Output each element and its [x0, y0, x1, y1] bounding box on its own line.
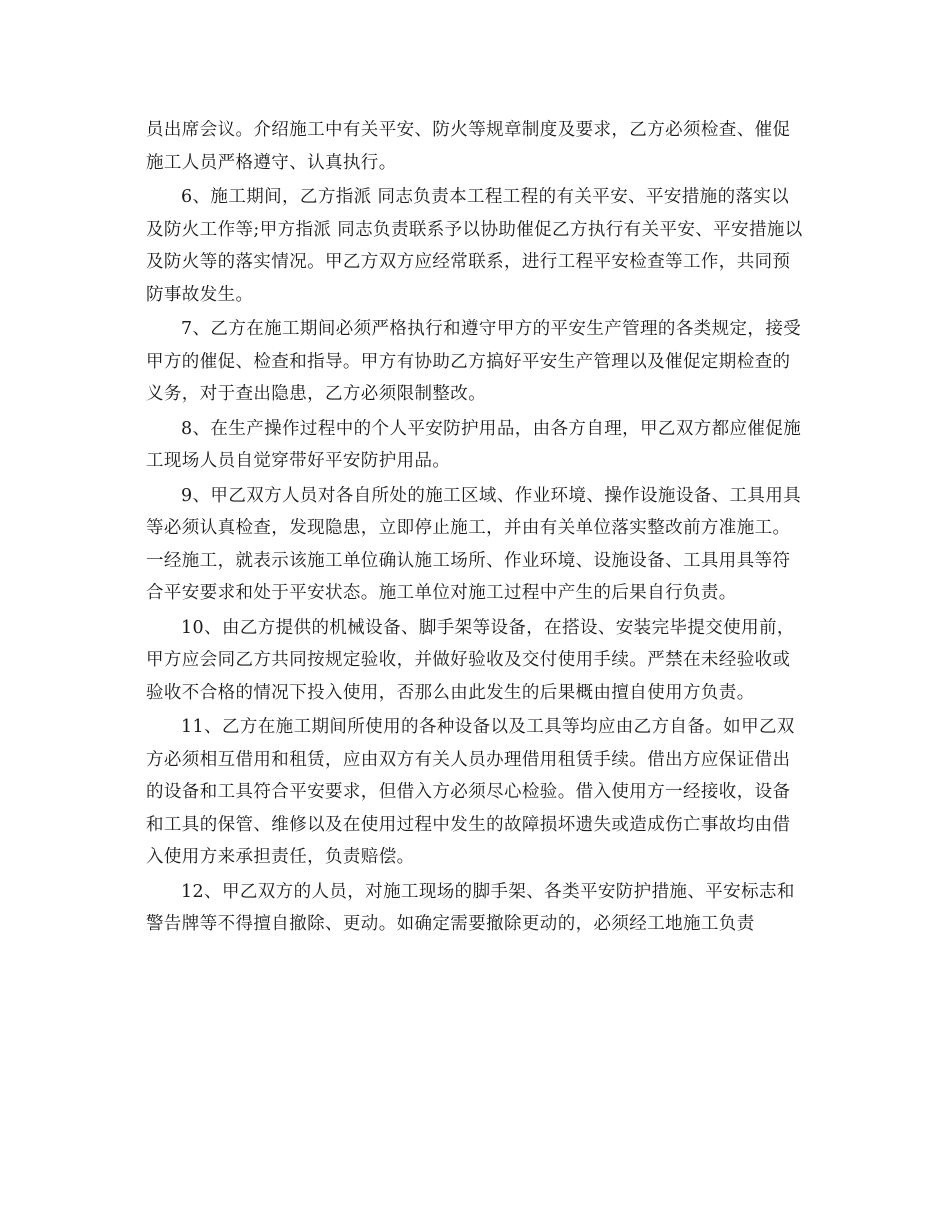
paragraph-item-6: 6、施工期间，乙方指派 同志负责本工程工程的有关平安、平安措施的落实以及防火工作等;甲方指派 同志负责联系予以协助催促乙方执行有关平安、平安措施以及防火等的落实情况。甲乙方双方应经常联系，进行工程平安检查等工作，共同预防事故发生。 — [146, 187, 803, 305]
document-body — [146, 114, 804, 941]
paragraph-item-7: 7、乙方在施工期间必须严格执行和遵守甲方的平安生产管理的各类规定，接受甲方的催促、检查和指导。甲方有协助乙方搞好平安生产管理以及催促定期检查的义务，对于查出隐患，乙方必须限制整改。 — [146, 319, 802, 404]
paragraph-item-10: 10、由乙方提供的机械设备、脚手架等设备，在搭设、安装完毕提交使用前，甲方应会同乙方共同按规定验收，并做好验收及交付使用手续。严禁在未经验收或验收不合格的情况下投入使用，否那么由此发生的后果概由擅自使用方负责。 — [146, 617, 795, 703]
paragraph-item-11: 11、乙方在施工期间所使用的各种设备以及工具等均应由乙方自备。如甲乙双方必须相互借用和租赁，应由双方有关人员办理借用租赁手续。借出方应保证借出的设备和工具符合平安要求，但借入方必须尽心检验。借入使用方一经接收，设备和工具的保管、维修以及在使用过程中发生的故障损坏遗失或造成伤亡事故均由借入使用方来承担责任，负责赔偿。 — [146, 717, 795, 867]
paragraph-continuation: 员出席会议。介绍施工中有关平安、防火等规章制度及要求，乙方必须检查、催促施工人员严格遵守、认真执行。 — [146, 120, 791, 173]
paragraph-item-8: 8、在生产操作过程中的个人平安防护用品，由各方自理，甲乙双方都应催促施工现场人员自觉穿带好平安防护用品。 — [146, 418, 802, 471]
paragraph-item-12: 12、甲乙双方的人员，对施工现场的脚手架、各类平安防护措施、平安标志和警告牌等不得擅自撤除、更动。如确定需要撤除更动的，必须经工地施工负责 — [146, 881, 795, 934]
paragraph-item-9: 9、甲乙双方人员对各自所处的施工区域、作业环境、操作设施设备、工具用具等必须认真检查，发现隐患，立即停止施工，并由有关单位落实整改前方准施工。一经施工，就表示该施工单位确认施工场所、作业环境、设施设备、工具用具等符合平安要求和处于平安状态。施工单位对施工过程中产生的后果自行负责。 — [146, 485, 802, 603]
